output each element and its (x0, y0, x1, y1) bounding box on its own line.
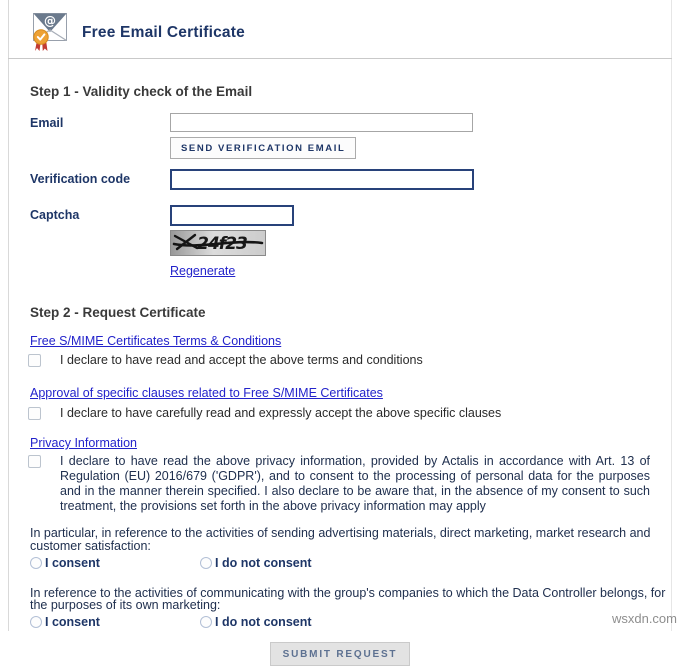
page-title: Free Email Certificate (82, 24, 245, 41)
radio-icon[interactable] (200, 616, 212, 628)
email-input[interactable] (170, 113, 473, 132)
clauses-checkbox-row (30, 406, 650, 421)
step2-heading: Step 2 - Request Certificate (30, 305, 206, 320)
group-consent-radio-group (30, 615, 650, 629)
marketing-consent-text: In particular, in reference to the activities of sending advertising materials, direct marketing, market research and customer satisfaction: (30, 526, 651, 553)
captcha-input[interactable] (170, 205, 294, 226)
page-header (30, 10, 650, 56)
send-verification-row (30, 137, 650, 159)
send-verification-email-button[interactable]: SEND VERIFICATION EMAIL (170, 137, 356, 159)
group-consent-no[interactable] (200, 615, 312, 629)
verification-code-label: Verification code (30, 172, 131, 186)
privacy-checkbox-row (30, 454, 650, 514)
no-consent-label: I do not consent (215, 615, 312, 630)
verification-code-row (30, 169, 650, 190)
radio-icon[interactable] (200, 557, 212, 569)
regenerate-row (30, 264, 650, 278)
radio-icon[interactable] (30, 616, 42, 628)
email-row (30, 113, 650, 132)
submit-row (30, 642, 650, 666)
no-consent-label: I do not consent (215, 555, 312, 570)
terms-checkbox-label: I declare to have read and accept the above terms and conditions (60, 353, 423, 367)
captcha-image-row (30, 230, 650, 261)
marketing-consent-radio-group (30, 556, 650, 570)
marketing-consent-yes[interactable] (30, 556, 200, 570)
svg-text:24f23: 24f23 (197, 234, 247, 254)
clauses-checkbox-label: I declare to have carefully read and expressly accept the above specific clauses (60, 406, 502, 420)
captcha-row (30, 205, 650, 226)
consent-label: I consent (45, 555, 100, 570)
verification-code-input[interactable] (170, 169, 474, 190)
clauses-checkbox[interactable] (28, 407, 41, 420)
step1-heading: Step 1 - Validity check of the Email (30, 84, 253, 99)
privacy-checkbox-label: I declare to have read the above privacy information, provided by Actalis in accordance with Art. 13 of Regulation (EU) 2016/679 ('GDPR'), and to consent to the processing of personal data for the purposes and in the manner therein specified. I also declare to be aware that, in the absence of my consent to such treatment, the provisions set forth in the above privacy information may apply (60, 454, 650, 513)
terms-checkbox-row (30, 353, 650, 368)
page-left-border (8, 0, 9, 631)
group-consent-yes[interactable] (30, 615, 200, 629)
captcha-image (170, 230, 266, 261)
regenerate-link[interactable]: Regenerate (170, 264, 236, 278)
terms-conditions-link[interactable]: Free S/MIME Certificates Terms & Conditions (30, 334, 282, 348)
privacy-information-link[interactable]: Privacy Information (30, 436, 137, 450)
svg-text:@: @ (44, 13, 56, 28)
email-certificate-logo-icon (30, 8, 70, 59)
specific-clauses-link[interactable]: Approval of specific clauses related to Free S/MIME Certificates (30, 386, 383, 400)
submit-request-button[interactable]: SUBMIT REQUEST (270, 642, 411, 666)
page-right-border (671, 0, 672, 631)
consent-label: I consent (45, 615, 100, 630)
marketing-consent-no[interactable] (200, 556, 312, 570)
radio-icon[interactable] (30, 557, 42, 569)
group-consent-text: In reference to the activities of communicating with the group's companies to which the Data Controller belongs, for the purposes of its own marketing: (30, 585, 666, 613)
captcha-label: Captcha (30, 208, 80, 222)
terms-checkbox[interactable] (28, 354, 41, 367)
watermark: wsxdn.com (611, 611, 677, 626)
email-label: Email (30, 116, 64, 130)
privacy-checkbox[interactable] (28, 455, 41, 468)
